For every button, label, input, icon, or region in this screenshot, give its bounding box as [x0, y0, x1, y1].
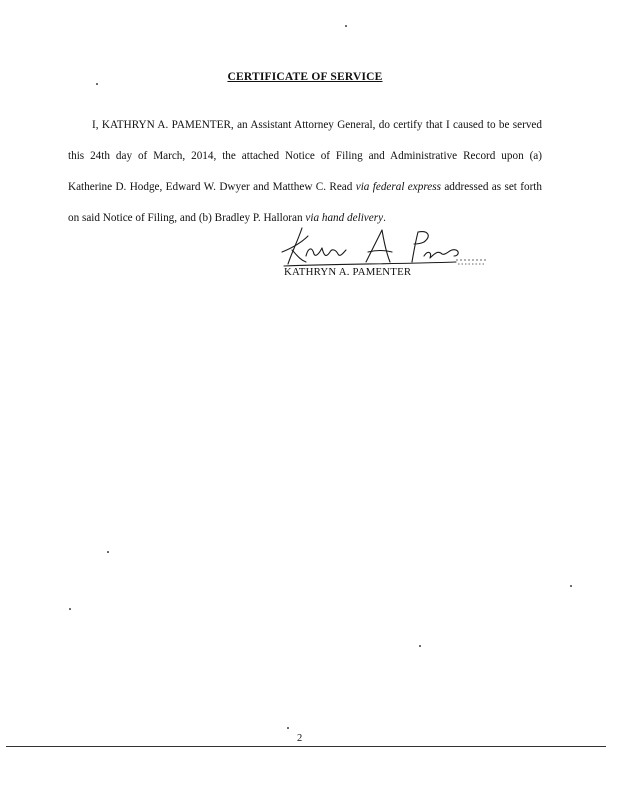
signer-name: KATHRYN A. PAMENTER [284, 266, 412, 278]
scan-speck [345, 25, 347, 27]
footer-rule [6, 746, 606, 747]
scan-speck [69, 608, 71, 610]
scan-speck [287, 727, 289, 729]
scan-speck [570, 585, 572, 587]
page-number: 2 [297, 733, 303, 744]
paragraph-italic-hand-delivery: via hand delivery [305, 212, 384, 224]
paragraph-text-part-2: addressed as set forth on said Notice of Filing, and (b) Bradley P. Halloran [68, 181, 542, 224]
signature-block [278, 222, 488, 280]
paragraph-italic-federal-express: via federal express [355, 181, 441, 193]
scan-speck [419, 645, 421, 647]
certificate-title: CERTIFICATE OF SERVICE [227, 71, 383, 83]
paragraph-text-part-3: . [383, 212, 386, 224]
scan-speck [96, 83, 98, 85]
certificate-paragraph [68, 110, 542, 234]
paragraph-text-part-1: I, KATHRYN A. PAMENTER, an Assistant Attorney General, do certify that I caused to be served this 24th day of March, 2014, the attached Notice of Filing and Administrative Record upon (a) Katherine D. Hodge, Edward W. Dwyer and Matthew C. Read [68, 119, 542, 193]
scan-speck [107, 551, 109, 553]
handwritten-signature [278, 222, 488, 270]
